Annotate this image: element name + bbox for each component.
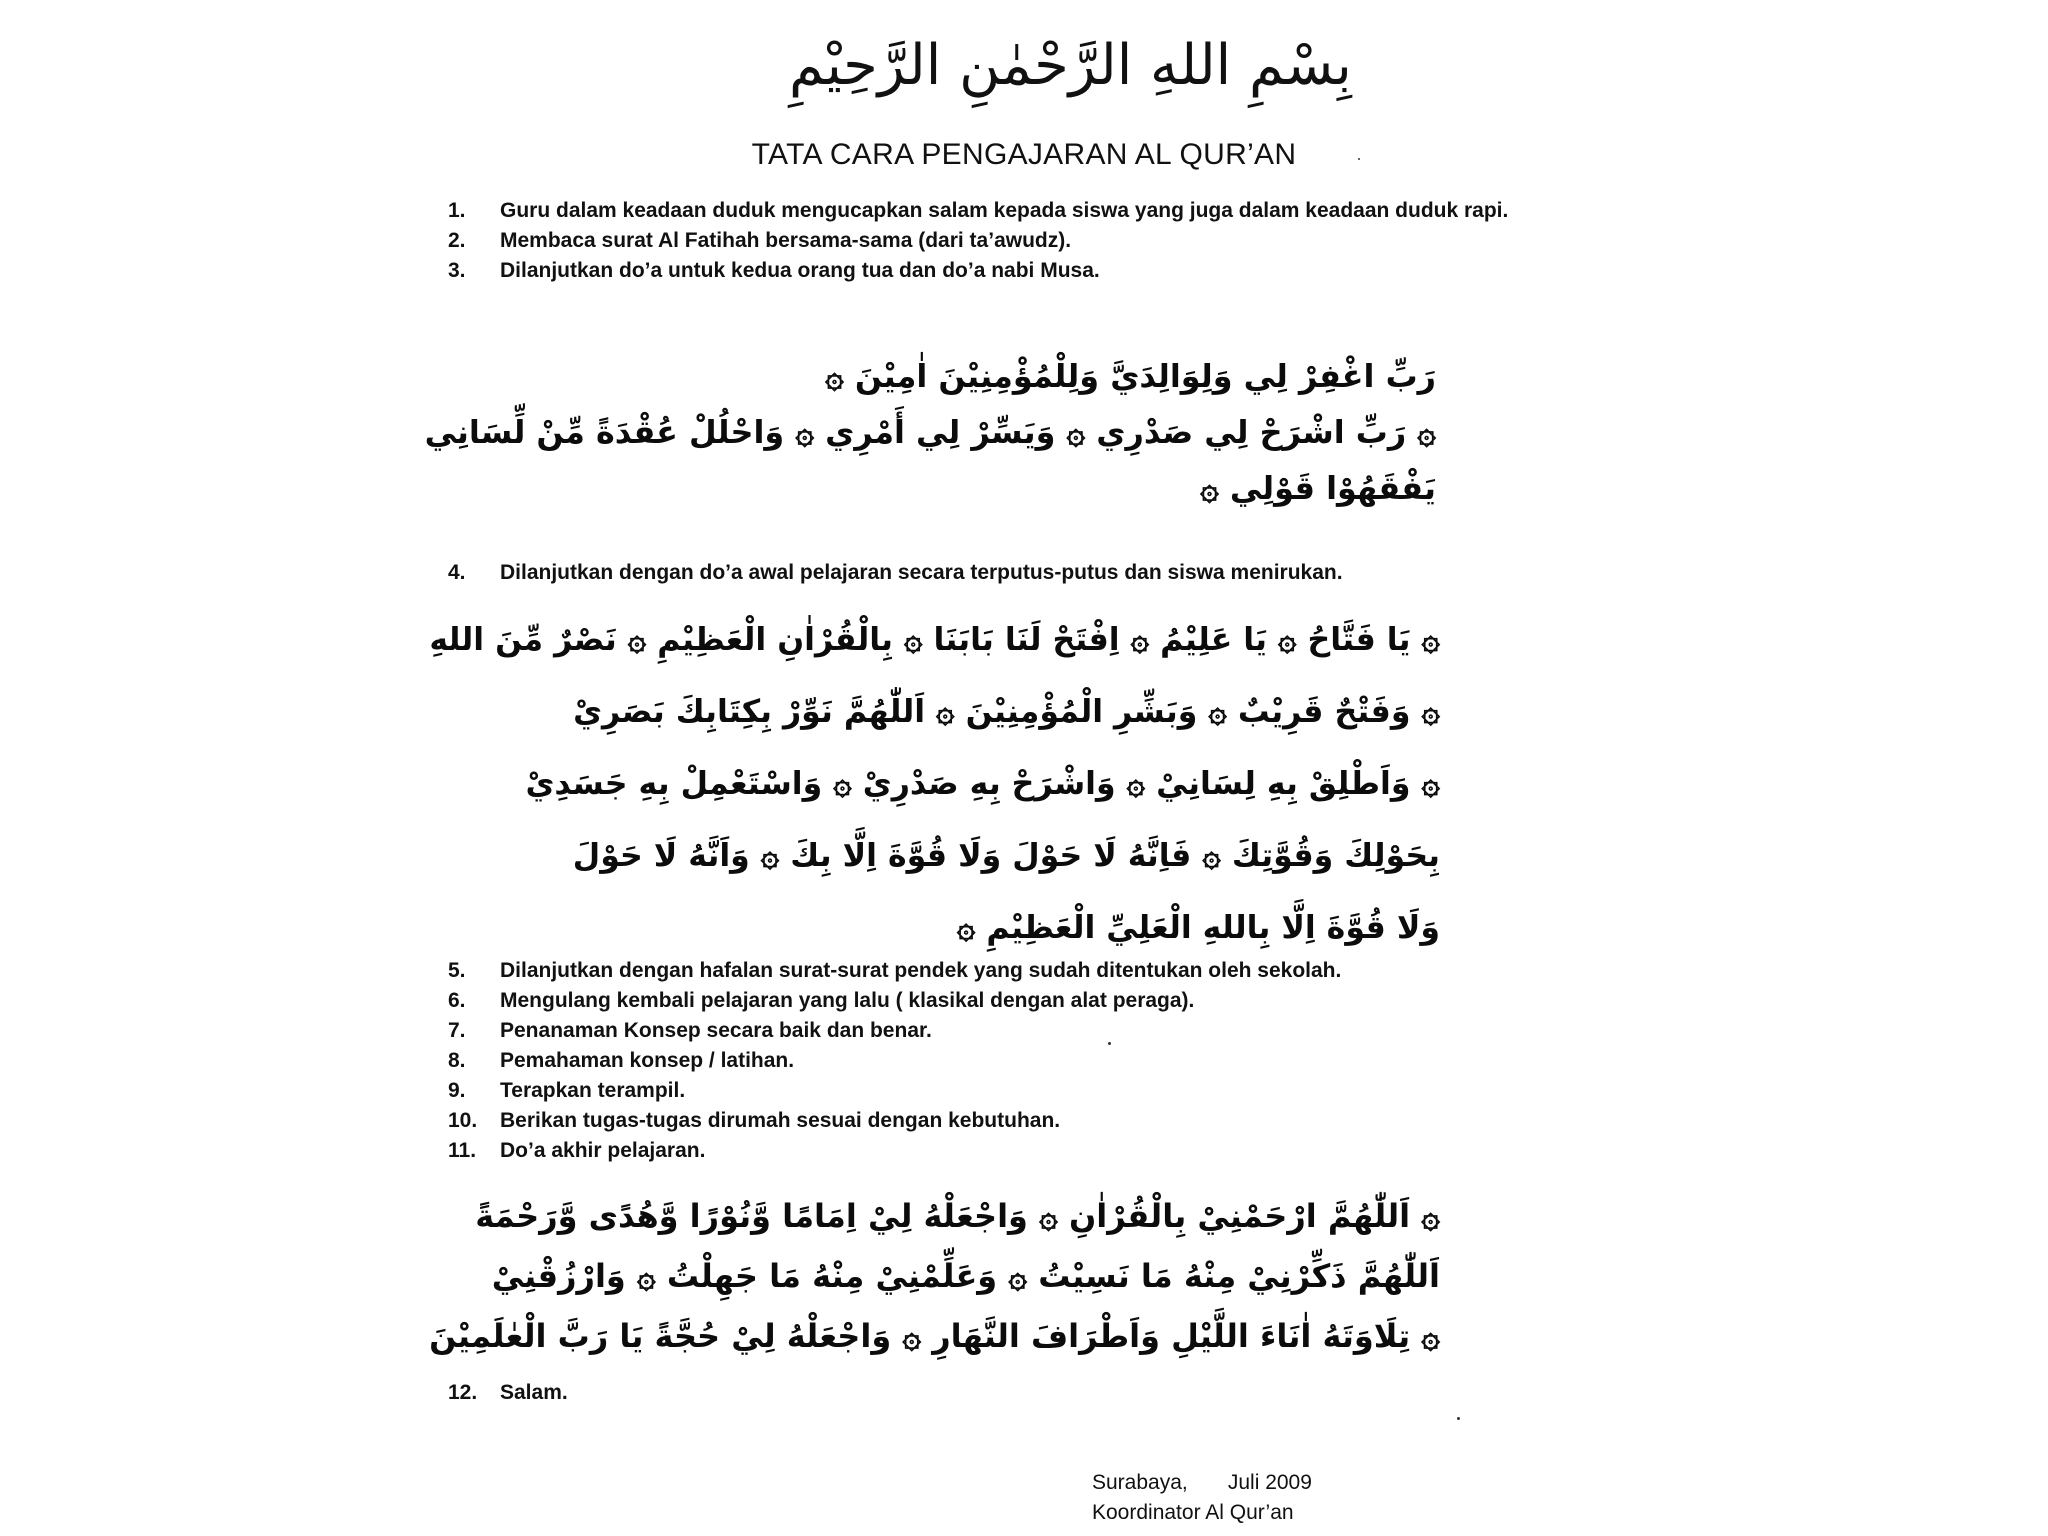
step-text: Salam. <box>500 1381 568 1404</box>
step-text: Dilanjutkan dengan hafalan surat-surat pendek yang sudah ditentukan oleh sekolah. <box>500 959 1342 982</box>
step-number: 9. <box>448 1079 466 1102</box>
scan-speck <box>1108 1042 1111 1045</box>
step-number: 4. <box>448 561 466 584</box>
step-item <box>0 226 2048 256</box>
step-item <box>0 1076 2048 1106</box>
step-text: Terapkan terampil. <box>500 1079 686 1102</box>
step-number: 8. <box>448 1049 466 1072</box>
steps-list-part-1 <box>0 196 2048 286</box>
step-number: 11. <box>448 1139 477 1162</box>
arabic-line: ۞ وَاَطْلِقْ بِهِ لِسَانِيْ ۞ وَاشْرَحْ بِهِ صَدْرِيْ ۞ وَاسْتَعْمِلْ بِهِ جَسَدِيْ <box>525 766 1440 802</box>
step-number: 1. <box>448 199 466 222</box>
signature-block <box>1092 1468 1312 1528</box>
step-text: Dilanjutkan dengan do’a awal pelajaran secara terputus-putus dan siswa menirukan. <box>500 561 1343 584</box>
step-item <box>0 956 2048 986</box>
arabic-line: ۞ رَبِّ اشْرَحْ لِي صَدْرِي ۞ وَيَسِّرْ لِي أَمْرِي ۞ وَاحْلُلْ عُقْدَةً مِّنْ لِّسَانِي <box>424 413 1436 451</box>
step-item <box>0 1378 2048 1408</box>
step-text: Pemahaman konsep / latihan. <box>500 1049 795 1072</box>
scan-speck <box>1358 158 1360 160</box>
dua-closing-lesson <box>429 1186 1440 1366</box>
signature-role: Koordinator Al Qur’an <box>1092 1501 1294 1524</box>
steps-list-part-2 <box>0 558 2048 588</box>
step-number: 6. <box>448 989 466 1012</box>
step-item <box>0 986 2048 1016</box>
document-title: TATA CARA PENGAJARAN AL QUR’AN <box>751 138 1297 171</box>
step-item <box>0 196 2048 226</box>
arabic-line: وَلَا قُوَّةَ اِلَّا بِاللهِ الْعَلِيِّ الْعَظِيْمِ ۞ <box>956 910 1440 946</box>
step-text: Membaca surat Al Fatihah bersama-sama (dari ta’awudz). <box>500 229 1072 252</box>
basmala-text: بِسْمِ اللهِ الرَّحْمٰنِ الرَّحِيْمِ <box>789 33 1352 98</box>
step-text: Penanaman Konsep secara baik dan benar. <box>500 1019 932 1042</box>
step-number: 5. <box>448 959 466 982</box>
scan-speck <box>1457 1417 1460 1420</box>
arabic-line: ۞ وَفَتْحٌ قَرِيْبٌ ۞ وَبَشِّرِ الْمُؤْمِنِيْنَ ۞ اَللّٰهُمَّ نَوِّرْ بِكِتَابِكَ بَصَرِيْ <box>573 694 1440 730</box>
step-number: 12. <box>448 1381 478 1404</box>
arabic-line: اَللّٰهُمَّ ذَكِّرْنِيْ مِنْهُ مَا نَسِيْتُ ۞ وَعَلِّمْنِيْ مِنْهُ مَا جَهِلْتُ ۞ وَارْزُقْنِيْ <box>491 1257 1440 1295</box>
step-item <box>0 558 2048 588</box>
step-number: 10. <box>448 1109 478 1132</box>
step-item <box>0 1136 2048 1166</box>
step-item <box>0 1046 2048 1076</box>
step-item <box>0 1016 2048 1046</box>
arabic-line: رَبِّ اغْفِرْ لِي وَلِوَالِدَيَّ وَلِلْمُؤْمِنِيْنَ اٰمِيْنَ ۞ <box>825 357 1436 395</box>
step-text: Dilanjutkan do’a untuk kedua orang tua dan do’a nabi Musa. <box>500 259 1100 282</box>
step-number: 7. <box>448 1019 466 1042</box>
basmala-calligraphy <box>0 26 2048 106</box>
step-number: 2. <box>448 229 466 252</box>
arabic-line: ۞ تِلَاوَتَهُ اٰنَاءَ اللَّيْلِ وَاَطْرَافَ النَّهَارِ ۞ وَاجْعَلْهُ لِيْ حُجَّةً يَا رَبَّ الْعٰلَمِيْنَ <box>429 1317 1440 1355</box>
step-text: Berikan tugas-tugas dirumah sesuai dengan kebutuhan. <box>500 1109 1061 1132</box>
arabic-line: يَفْقَهُوْا قَوْلِي ۞ <box>1200 469 1436 507</box>
dua-opening-lesson <box>429 604 1440 964</box>
arabic-line: بِحَوْلِكَ وَقُوَّتِكَ ۞ فَاِنَّهُ لَا حَوْلَ وَلَا قُوَّةَ اِلَّا بِكَ ۞ وَاَنَّهُ لَا حَوْلَ <box>572 838 1440 874</box>
arabic-line: ۞ يَا فَتَّاحُ ۞ يَا عَلِيْمُ ۞ اِفْتَحْ لَنَا بَابَنَا ۞ بِالْقُرْاٰنِ الْعَظِيْمِ ۞ نَصْرٌ مِّنَ اللهِ <box>429 622 1440 658</box>
step-text: Mengulang kembali pelajaran yang lalu ( klasikal dengan alat peraga). <box>500 989 1195 1012</box>
step-text: Guru dalam keadaan duduk mengucapkan salam kepada siswa yang juga dalam keadaan duduk rapi. <box>500 199 1509 222</box>
step-item <box>0 1106 2048 1136</box>
signature-date: Juli 2009 <box>1227 1471 1312 1494</box>
step-item <box>0 256 2048 286</box>
signature-city: Surabaya, <box>1092 1471 1188 1494</box>
dua-parents-and-musa <box>425 348 1436 516</box>
steps-list-part-4 <box>0 1378 2048 1408</box>
steps-list-part-3 <box>0 956 2048 1166</box>
step-number: 3. <box>448 259 466 282</box>
arabic-line: ۞ اَللّٰهُمَّ ارْحَمْنِيْ بِالْقُرْاٰنِ ۞ وَاجْعَلْهُ لِيْ اِمَامًا وَّنُوْرًا وَّهُدًى وَّرَحْمَةً <box>475 1197 1440 1235</box>
signature-place-date <box>1092 1468 1312 1498</box>
step-text: Do’a akhir pelajaran. <box>500 1139 706 1162</box>
